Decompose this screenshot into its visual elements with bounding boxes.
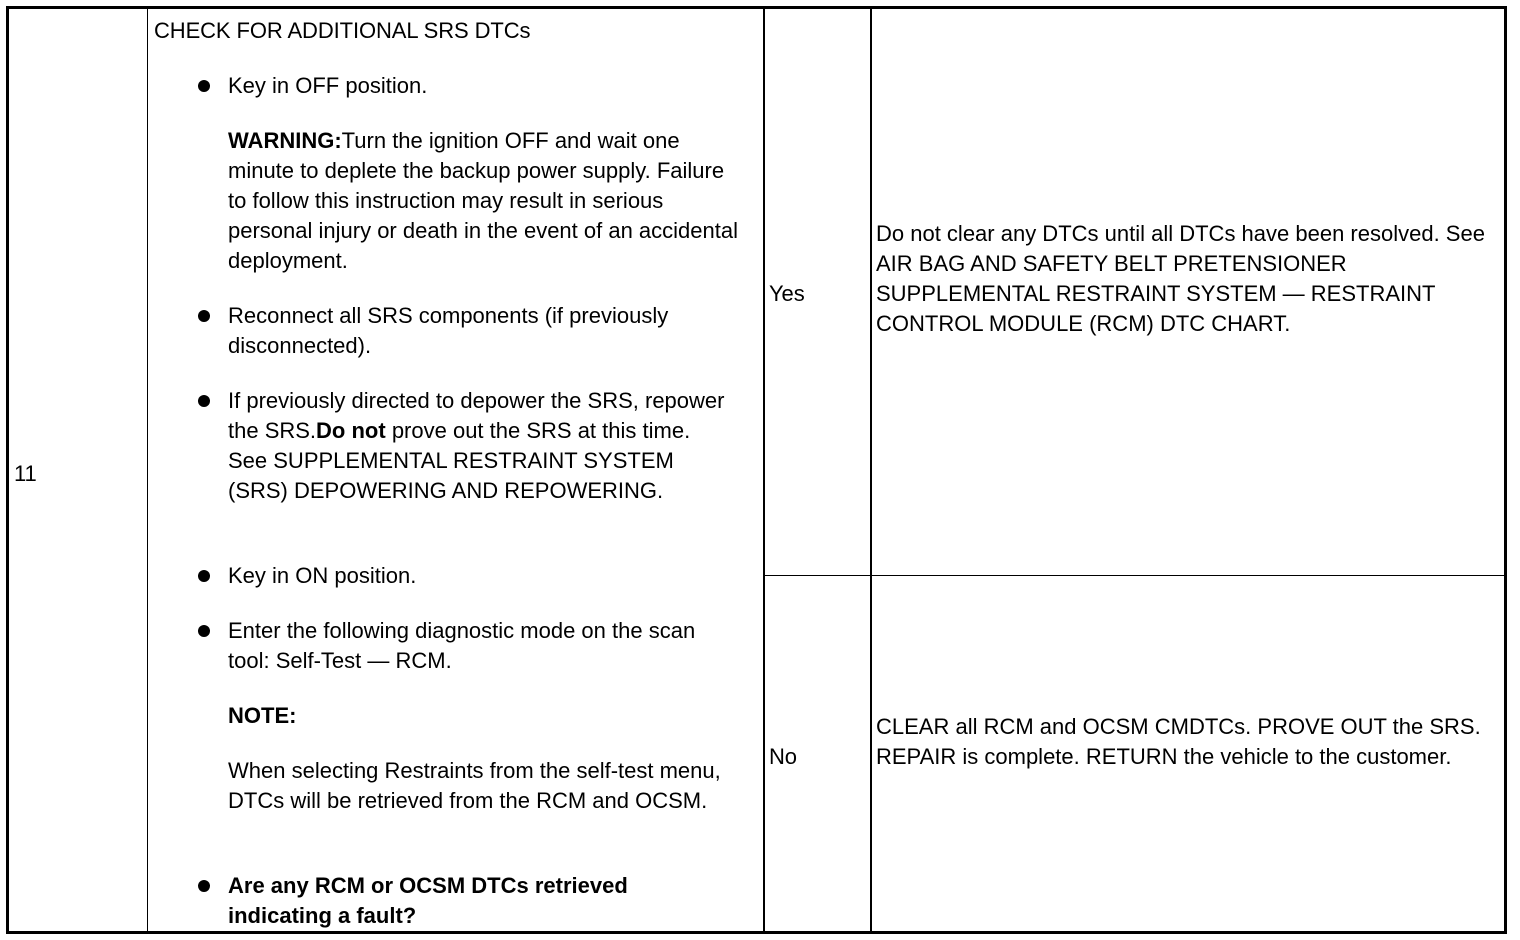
result-no-action: CLEAR all RCM and OCSM CMDTCs. PROVE OUT the SRS. REPAIR is complete. RETURN the vehicle to the customer. [876, 714, 1481, 769]
step-question: Are any RCM or OCSM DTCs retrieved indicating a fault? [228, 873, 628, 928]
instruction-item [228, 386, 728, 506]
column-divider [870, 9, 872, 931]
warning-label: WARNING: [228, 128, 342, 153]
bullet-icon [198, 570, 210, 582]
instruction-item: Key in ON position. [228, 563, 417, 588]
column-divider [147, 9, 148, 931]
bullet-icon [198, 395, 210, 407]
note-label: NOTE: [228, 703, 297, 728]
diagnostic-step-table [6, 6, 1507, 934]
warning-text: Turn the ignition OFF and wait one minute to deplete the backup power supply. Failure to follow this instruction may result in serious personal injury or death in the event of an accidental deployment. [228, 128, 738, 273]
instruction-item: Reconnect all SRS components (if previously disconnected). [228, 303, 669, 358]
instruction-item: Enter the following diagnostic mode on the scan tool: Self-Test — RCM. [228, 618, 696, 673]
result-no-label: No [769, 744, 797, 769]
bullet-icon [198, 80, 210, 92]
note-text: When selecting Restraints from the self-test menu, DTCs will be retrieved from the RCM and OCSM. [228, 758, 721, 813]
warning-block [228, 126, 748, 276]
column-divider [763, 9, 765, 931]
bullet-icon [198, 310, 210, 322]
instruction-text: prove out the SRS at this time. See SUPPLEMENTAL RESTRAINT SYSTEM (SRS) DEPOWERING AND REPOWERING. [228, 418, 691, 503]
result-yes-action: Do not clear any DTCs until all DTCs have been resolved. See AIR BAG AND SAFETY BELT PRETENSIONER SUPPLEMENTAL RESTRAINT SYSTEM — RESTRAINT CONTROL MODULE (RCM) DTC CHART. [876, 221, 1485, 336]
row-divider [764, 575, 1504, 576]
instruction-item: Key in OFF position. [228, 73, 428, 98]
instruction-text: If previously directed to depower the SRS, repower the SRS. [228, 388, 725, 443]
emphasis-text: Do not [316, 418, 386, 443]
result-yes-label: Yes [769, 281, 805, 306]
bullet-icon [198, 880, 210, 892]
step-heading: CHECK FOR ADDITIONAL SRS DTCs [154, 18, 531, 43]
bullet-icon [198, 625, 210, 637]
step-number: 11 [14, 461, 37, 486]
